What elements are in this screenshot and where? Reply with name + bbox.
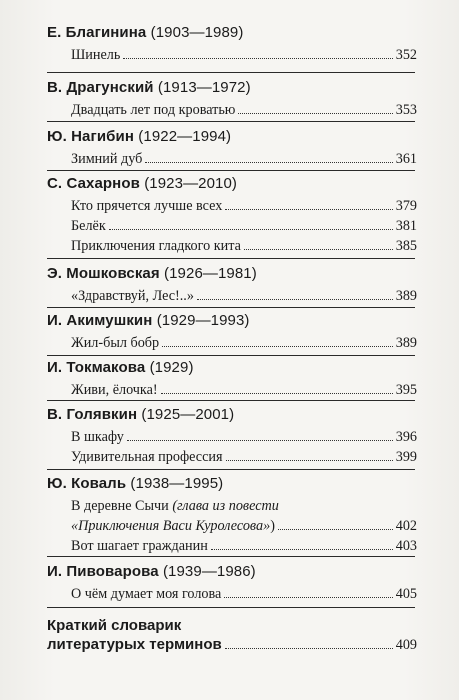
entry-title-italic: (глава из повести — [172, 498, 279, 514]
entry-title-end: ) — [270, 518, 275, 534]
entry-title: «Здравствуй, Лес!..» — [71, 288, 194, 304]
glossary-section — [47, 616, 417, 654]
entry-page: 396 — [395, 429, 417, 445]
section-divider — [47, 170, 415, 171]
glossary-title-line2: литературых терминов — [47, 636, 222, 653]
entry-page: 395 — [395, 382, 417, 398]
author-years: (1925—2001) — [141, 406, 235, 423]
entry-page: 353 — [395, 102, 417, 118]
author-heading — [47, 475, 417, 492]
section-divider — [47, 400, 415, 401]
toc-section — [47, 359, 417, 399]
entry-page: 405 — [395, 586, 417, 602]
dot-leader — [278, 529, 393, 530]
entry-title: Зимний дуб — [71, 151, 143, 167]
toc-entry[interactable] — [71, 237, 417, 255]
dot-leader — [145, 162, 392, 163]
toc-entry[interactable] — [71, 197, 417, 215]
author-name: И. Акимушкин — [47, 312, 153, 329]
dot-leader — [127, 440, 393, 441]
entry-title: В деревне Сычи — [71, 498, 169, 514]
toc-entry[interactable] — [71, 381, 417, 399]
toc-section — [47, 24, 417, 64]
toc-entry[interactable] — [71, 428, 417, 446]
author-heading — [47, 175, 417, 192]
entry-page: 389 — [395, 288, 417, 304]
author-years: (1923—2010) — [144, 175, 238, 192]
section-divider — [47, 121, 415, 122]
toc-entry[interactable] — [71, 537, 417, 555]
glossary-title-line1: Краткий словарик — [47, 617, 182, 634]
section-divider — [47, 469, 415, 470]
toc-entry[interactable] — [71, 448, 417, 466]
entry-title: Шинель — [71, 47, 121, 63]
author-name: И. Токмакова — [47, 359, 146, 376]
author-years: (1939—1986) — [162, 563, 256, 580]
toc-section — [47, 175, 417, 255]
author-name: Э. Мошковская — [47, 265, 160, 282]
entry-page: 352 — [395, 47, 417, 63]
author-heading — [47, 312, 417, 329]
entry-page: 385 — [395, 238, 417, 254]
entry-title: Кто прячется лучше всех — [71, 198, 223, 214]
toc-entry[interactable] — [71, 46, 417, 64]
dot-leader — [161, 393, 393, 394]
author-name: В. Голявкин — [47, 406, 138, 423]
author-name: Ю. Коваль — [47, 475, 127, 492]
author-name: С. Сахарнов — [47, 175, 140, 192]
dot-leader — [211, 549, 393, 550]
author-name: И. Пивоварова — [47, 563, 159, 580]
entry-title: Живи, ёлочка! — [71, 382, 158, 398]
author-years: (1938—1995) — [130, 475, 224, 492]
entry-page: 379 — [395, 198, 417, 214]
dot-leader — [224, 597, 392, 598]
section-divider — [47, 258, 415, 259]
entry-page: 381 — [395, 218, 417, 234]
author-years: (1929) — [149, 359, 194, 376]
section-divider — [47, 607, 415, 608]
author-name: В. Драгунский — [47, 79, 154, 96]
author-heading — [47, 359, 417, 376]
toc-entry[interactable] — [71, 150, 417, 168]
toc-entry[interactable] — [71, 101, 417, 119]
entry-title: Удивительная профессия — [71, 449, 223, 465]
author-heading — [47, 24, 417, 41]
author-years: (1903—1989) — [150, 24, 244, 41]
toc-section — [47, 475, 417, 555]
toc-entry[interactable] — [71, 585, 417, 603]
author-heading — [47, 563, 417, 580]
entry-page: 402 — [395, 518, 417, 534]
author-name: Е. Благинина — [47, 24, 147, 41]
toc-section — [47, 128, 417, 168]
entry-page: 399 — [395, 449, 417, 465]
toc-entry[interactable] — [71, 517, 417, 535]
author-years: (1913—1972) — [157, 79, 251, 96]
toc-entry-line1[interactable] — [71, 497, 417, 515]
entry-title: Белёк — [71, 218, 106, 234]
toc-section — [47, 79, 417, 119]
section-divider — [47, 556, 415, 557]
author-years: (1929—1993) — [156, 312, 250, 329]
author-years: (1922—1994) — [138, 128, 232, 145]
entry-title: В шкафу — [71, 429, 124, 445]
toc-section — [47, 265, 417, 305]
section-divider — [47, 355, 415, 356]
dot-leader — [225, 648, 393, 649]
entry-page: 403 — [395, 538, 417, 554]
toc-section — [47, 406, 417, 466]
entry-page: 409 — [395, 637, 417, 653]
dot-leader — [226, 460, 393, 461]
entry-title: Приключения гладкого кита — [71, 238, 241, 254]
dot-leader — [162, 346, 393, 347]
toc-entry[interactable] — [71, 287, 417, 305]
dot-leader — [225, 209, 392, 210]
toc-entry[interactable] — [71, 334, 417, 352]
entry-page: 361 — [395, 151, 417, 167]
dot-leader — [109, 229, 393, 230]
entry-title-italic: «Приключения Васи Куролесова» — [71, 518, 271, 534]
author-heading — [47, 265, 417, 282]
entry-title: Жил-был бобр — [71, 335, 160, 351]
entry-title: Двадцать лет под кроватью — [71, 102, 236, 118]
section-divider — [47, 72, 415, 73]
author-name: Ю. Нагибин — [47, 128, 134, 145]
toc-entry[interactable] — [71, 217, 417, 235]
entry-title: О чём думает моя голова — [71, 586, 222, 602]
dot-leader — [123, 58, 392, 59]
section-divider — [47, 307, 415, 308]
toc-section — [47, 312, 417, 352]
author-heading — [47, 406, 417, 423]
dot-leader — [238, 113, 392, 114]
entry-title: Вот шагает гражданин — [71, 538, 208, 554]
author-years: (1926—1981) — [164, 265, 257, 282]
entry-title-line2 — [71, 517, 275, 535]
entry-page: 389 — [395, 335, 417, 351]
author-heading — [47, 128, 417, 145]
dot-leader — [197, 299, 393, 300]
dot-leader — [244, 249, 393, 250]
toc-entry[interactable] — [47, 636, 417, 654]
author-heading — [47, 79, 417, 96]
toc-section — [47, 563, 417, 603]
